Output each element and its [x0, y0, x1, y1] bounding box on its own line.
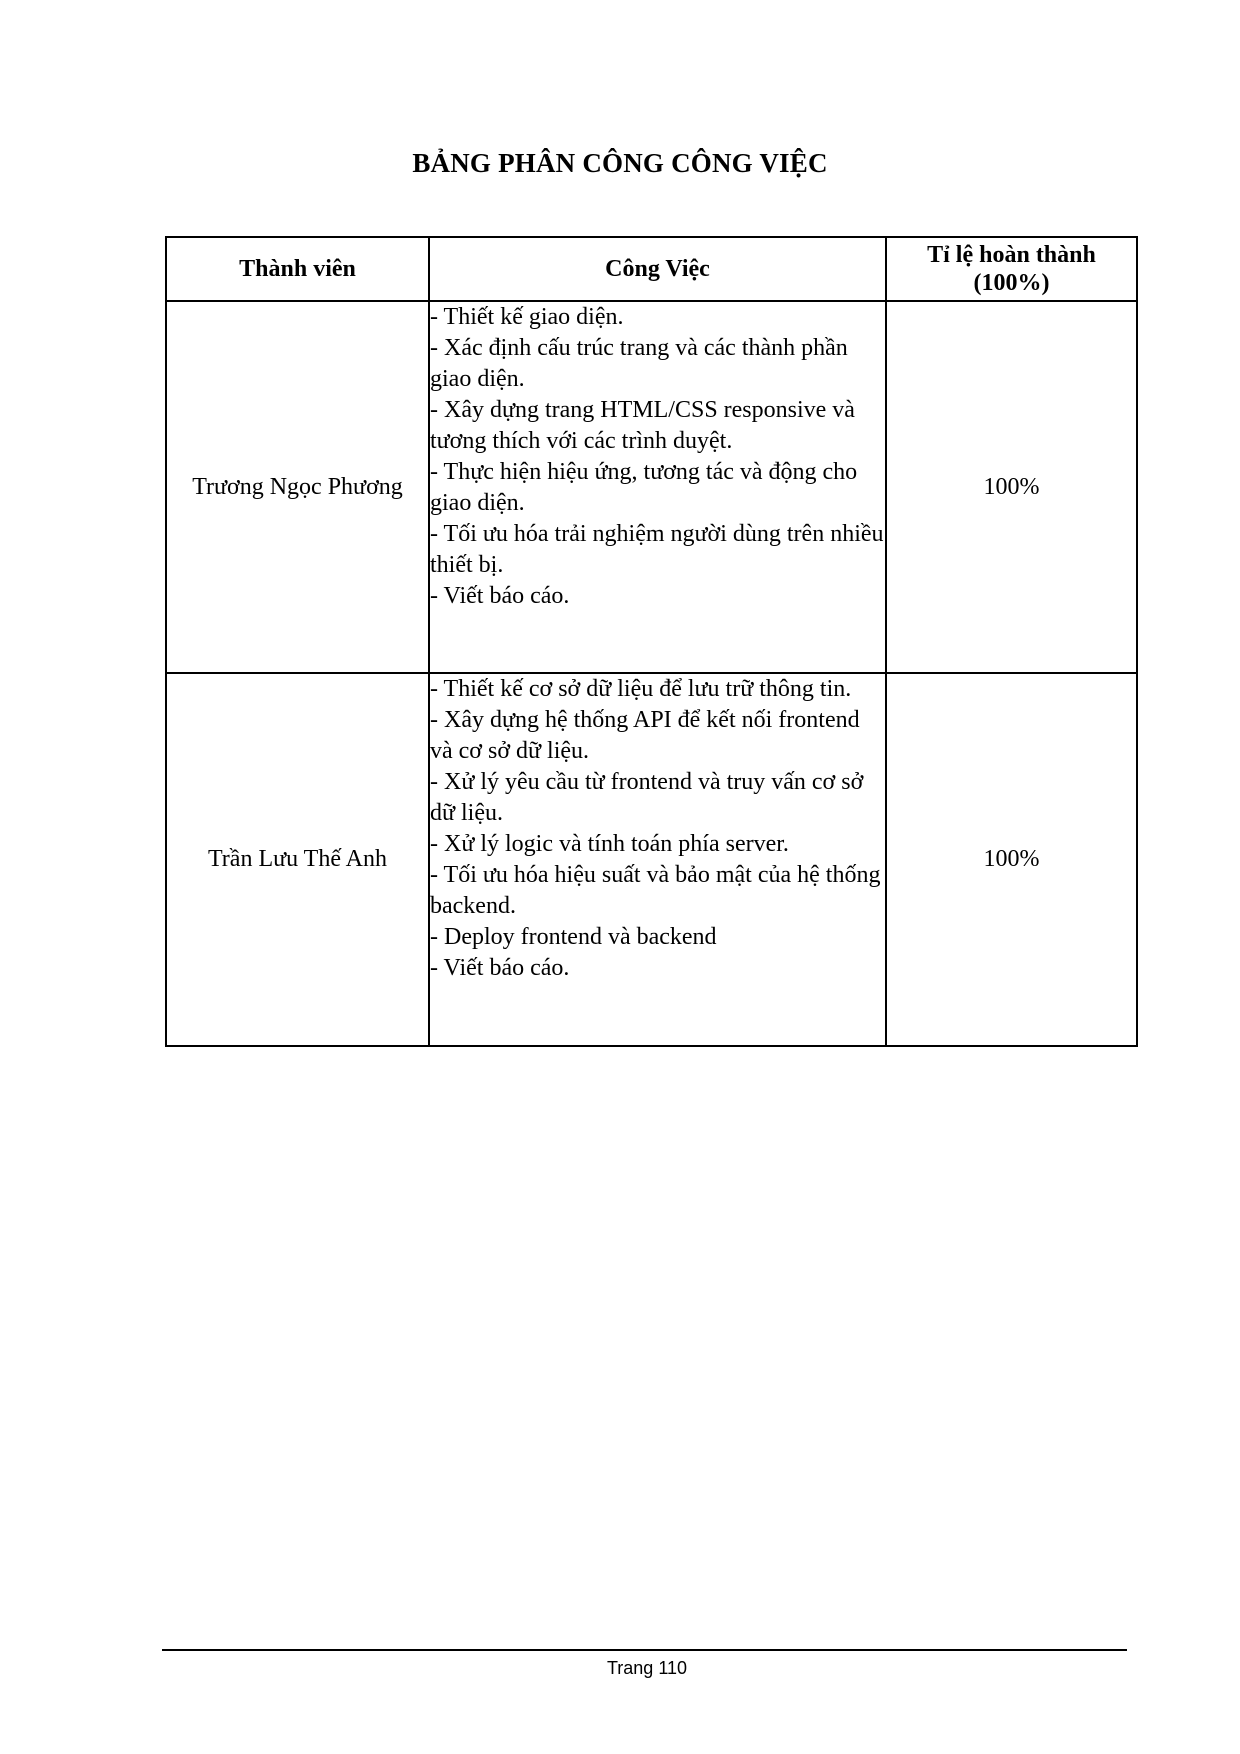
task-item: - Xác định cấu trúc trang và các thành phần giao diện.	[430, 335, 848, 392]
completion-rate: 100%	[886, 673, 1137, 1046]
table-row	[166, 301, 1137, 673]
task-item: - Thực hiện hiệu ứng, tương tác và động cho giao diện.	[430, 459, 858, 516]
task-item: - Xử lý logic và tính toán phía server.	[430, 831, 789, 857]
header-tasks: Công Việc	[429, 237, 886, 301]
task-list	[429, 301, 886, 673]
task-item: - Viết báo cáo.	[430, 955, 570, 981]
page-title: BẢNG PHÂN CÔNG CÔNG VIỆC	[412, 148, 828, 178]
task-item: - Deploy frontend và backend	[430, 924, 717, 950]
task-item: - Tối ưu hóa trải nghiệm người dùng trên nhiều thiết bị.	[430, 521, 884, 578]
task-item: - Thiết kế giao diện.	[430, 304, 624, 330]
header-member: Thành viên	[166, 237, 429, 301]
task-item: - Xây dựng hệ thống API để kết nối frontend và cơ sở dữ liệu.	[430, 707, 860, 764]
task-item: - Viết báo cáo.	[430, 583, 570, 609]
header-completion-line2: (100%)	[973, 270, 1050, 296]
task-item: - Thiết kế cơ sở dữ liệu để lưu trữ thông tin.	[430, 676, 852, 702]
header-completion	[886, 237, 1137, 301]
page-number: Trang 110	[606, 1658, 688, 1678]
assignment-table	[165, 236, 1138, 1047]
member-name: Trương Ngọc Phương	[166, 301, 429, 673]
task-item: - Xây dựng trang HTML/CSS responsive và tương thích với các trình duyệt.	[430, 397, 855, 454]
task-item: - Tối ưu hóa hiệu suất và bảo mật của hệ thống backend.	[430, 862, 881, 919]
task-list	[429, 673, 886, 1046]
header-completion-line1: Tỉ lệ hoàn thành	[927, 242, 1096, 268]
completion-rate: 100%	[886, 301, 1137, 673]
table-row	[166, 673, 1137, 1046]
task-item: - Xử lý yêu cầu từ frontend và truy vấn cơ sở dữ liệu.	[430, 769, 864, 826]
member-name: Trần Lưu Thế Anh	[166, 673, 429, 1046]
footer-divider	[162, 1649, 1127, 1651]
table-header-row	[166, 237, 1137, 301]
